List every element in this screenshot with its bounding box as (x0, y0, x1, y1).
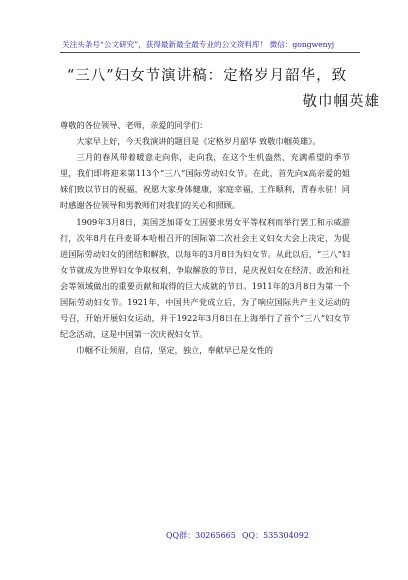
speech-body (60, 117, 350, 358)
paragraph-intro: 大家早上好，今天我演讲的题目是《定格岁月韶华 致敬巾帼英雄》。 (76, 136, 321, 147)
footer (0, 530, 408, 544)
paragraph-march-greeting: 三月的春风带着暖意走向你，走向我，在这个生机盎然、充满希望的季节里，我们即将迎来第113个“三八”国际劳动妇女节。在此，首先向x高亲爱的姐妹们致以节日的祝福，祝愿大家身体健康，家庭幸福，工作顺利，青春永驻！同时感谢各位领导和男教师们对我们的关心和照顾。 (60, 152, 350, 211)
footer-qq: QQ：535304092 (242, 531, 309, 540)
header-divider (60, 52, 360, 53)
greeting: 尊敬的各位领导、老师，亲爱的同学们： (60, 120, 208, 130)
title-line-2: 敬巾帼英雄 (302, 94, 380, 110)
paragraph-closing: 巾帼不让须眉，自信，坚定，独立，奉献早已是女性的 (76, 345, 273, 356)
title-line-1: “三八”妇女节演讲稿：定格岁月韶华，致 (66, 68, 348, 84)
paragraph-history: 1909年3月8日，美国芝加哥女工因要求男女平等权利而举行罢工和示威游行，次年8月在丹麦哥本哈根召开的国际第二次社会主义妇女大会上决定，为促进国际劳动妇女的团结和解放，以每年的3月8日为妇女节。从此以后，“三八”妇女节就成为世界妇女争取权利、争取解放的节日，是庆祝妇女在经济、政治和社会等领域做出的重要贡献和取得的巨大成就的节日。1911年的3月8日为第一个国际劳动妇女节。1921年，中国共产党成立后，为了响应国际共产主义运动的号召，开始开展妇女运动，并于1922年3月8日在上海举行了首个“三八”妇女节纪念活动，这是中国第一次庆祝妇女节。 (60, 216, 350, 340)
header-promo-text: 关注头条号“公文研究”，获得最新最全最专业的公文资料库！ 微信：gongwenyj (62, 40, 335, 49)
footer-qq-group: QQ群：30265665 (166, 531, 236, 540)
